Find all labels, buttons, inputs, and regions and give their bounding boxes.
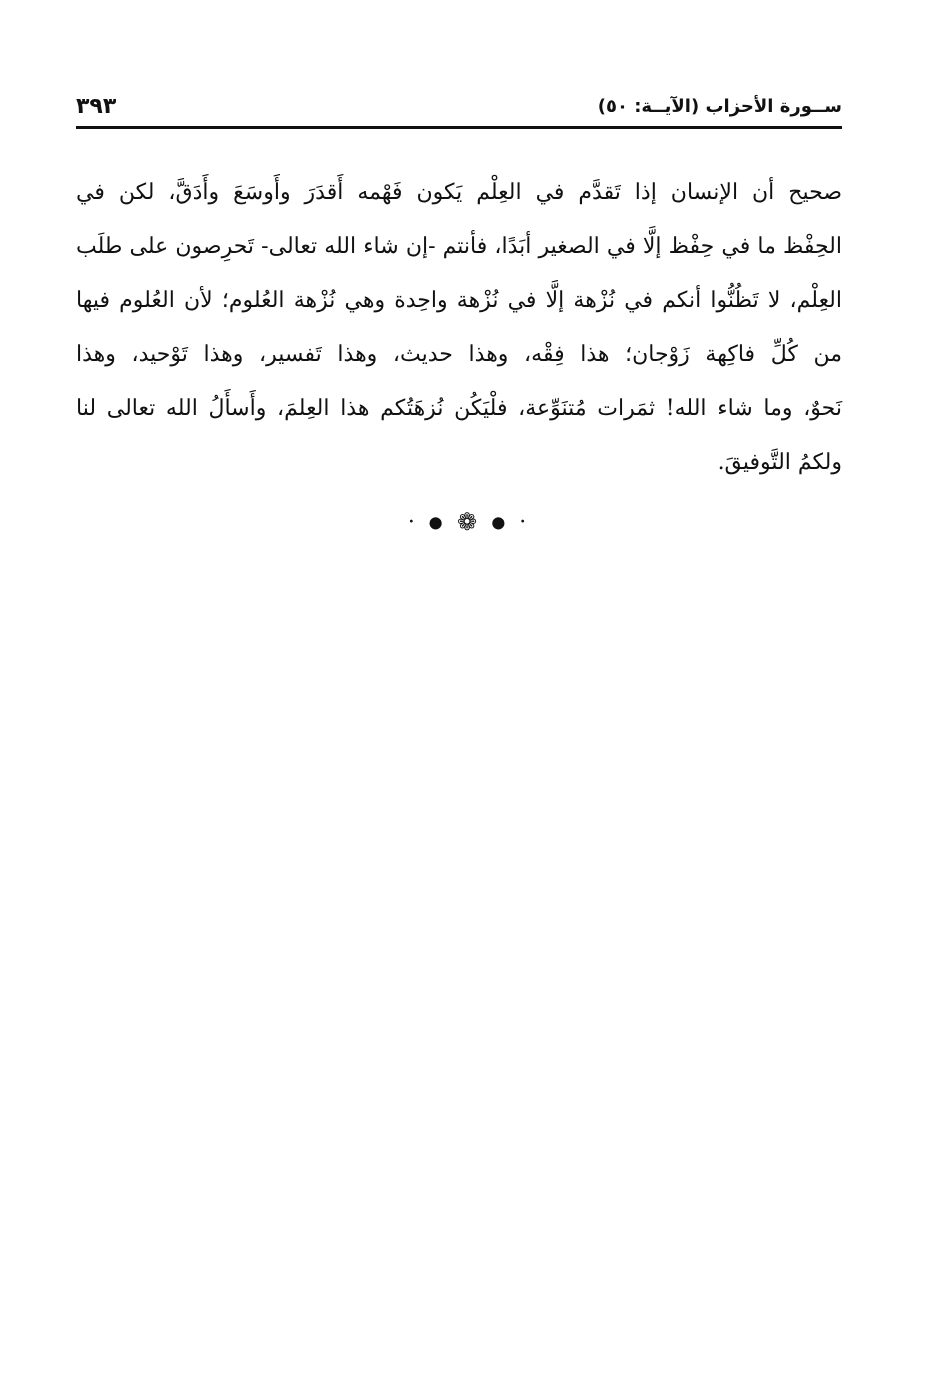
page-number: ٣٩٣ bbox=[76, 94, 117, 119]
header-rule bbox=[76, 126, 842, 129]
text-line: ولكمُ التَّوفيقَ. bbox=[717, 450, 842, 475]
text-line: نَحوٌ، وما شاء الله! ثمَرات مُتنَوِّعة، فلْيَكُن نُزهَتُكم هذا العِلمَ، وأَسأَلُ الله تعالى لنا bbox=[76, 396, 842, 421]
text-line: صحيح أن الإنسان إذا تَقدَّم في العِلْم يَكون فَهْمه أَقدَرَ وأَوسَعَ وأَدَقَّ، لكن في bbox=[76, 180, 842, 205]
page-header bbox=[76, 90, 842, 126]
ornament-dot-icon: ● bbox=[491, 512, 510, 532]
ornament-dot-icon: • bbox=[408, 516, 419, 528]
ornament-dot-icon: ● bbox=[428, 512, 447, 532]
ornament-dot-icon: • bbox=[519, 516, 530, 528]
running-title: ســورة الأحزاب (الآيــة: ٥٠) bbox=[597, 96, 842, 117]
section-end-ornament bbox=[0, 508, 938, 536]
text-line: العِلْم، لا تَظُنُّوا أنكم في نُزْهة إلَّا في نُزْهة واحِدة وهي نُزْهة العُلوم؛ لأن العُلوم فيها bbox=[76, 288, 842, 313]
body-paragraph bbox=[76, 166, 842, 490]
text-line: الحِفْظ ما في حِفْظ إلَّا في الصغير أبَدًا، فأنتم -إن شاء الله تعالى- تَحرِصون على طلَب bbox=[76, 234, 842, 259]
ornament-flower-icon: ❁ bbox=[456, 508, 482, 536]
text-line: من كُلِّ فاكِهة زَوْجان؛ هذا فِقْه، وهذا حديث، وهذا تَفسير، وهذا تَوْحيد، وهذا bbox=[76, 342, 842, 367]
